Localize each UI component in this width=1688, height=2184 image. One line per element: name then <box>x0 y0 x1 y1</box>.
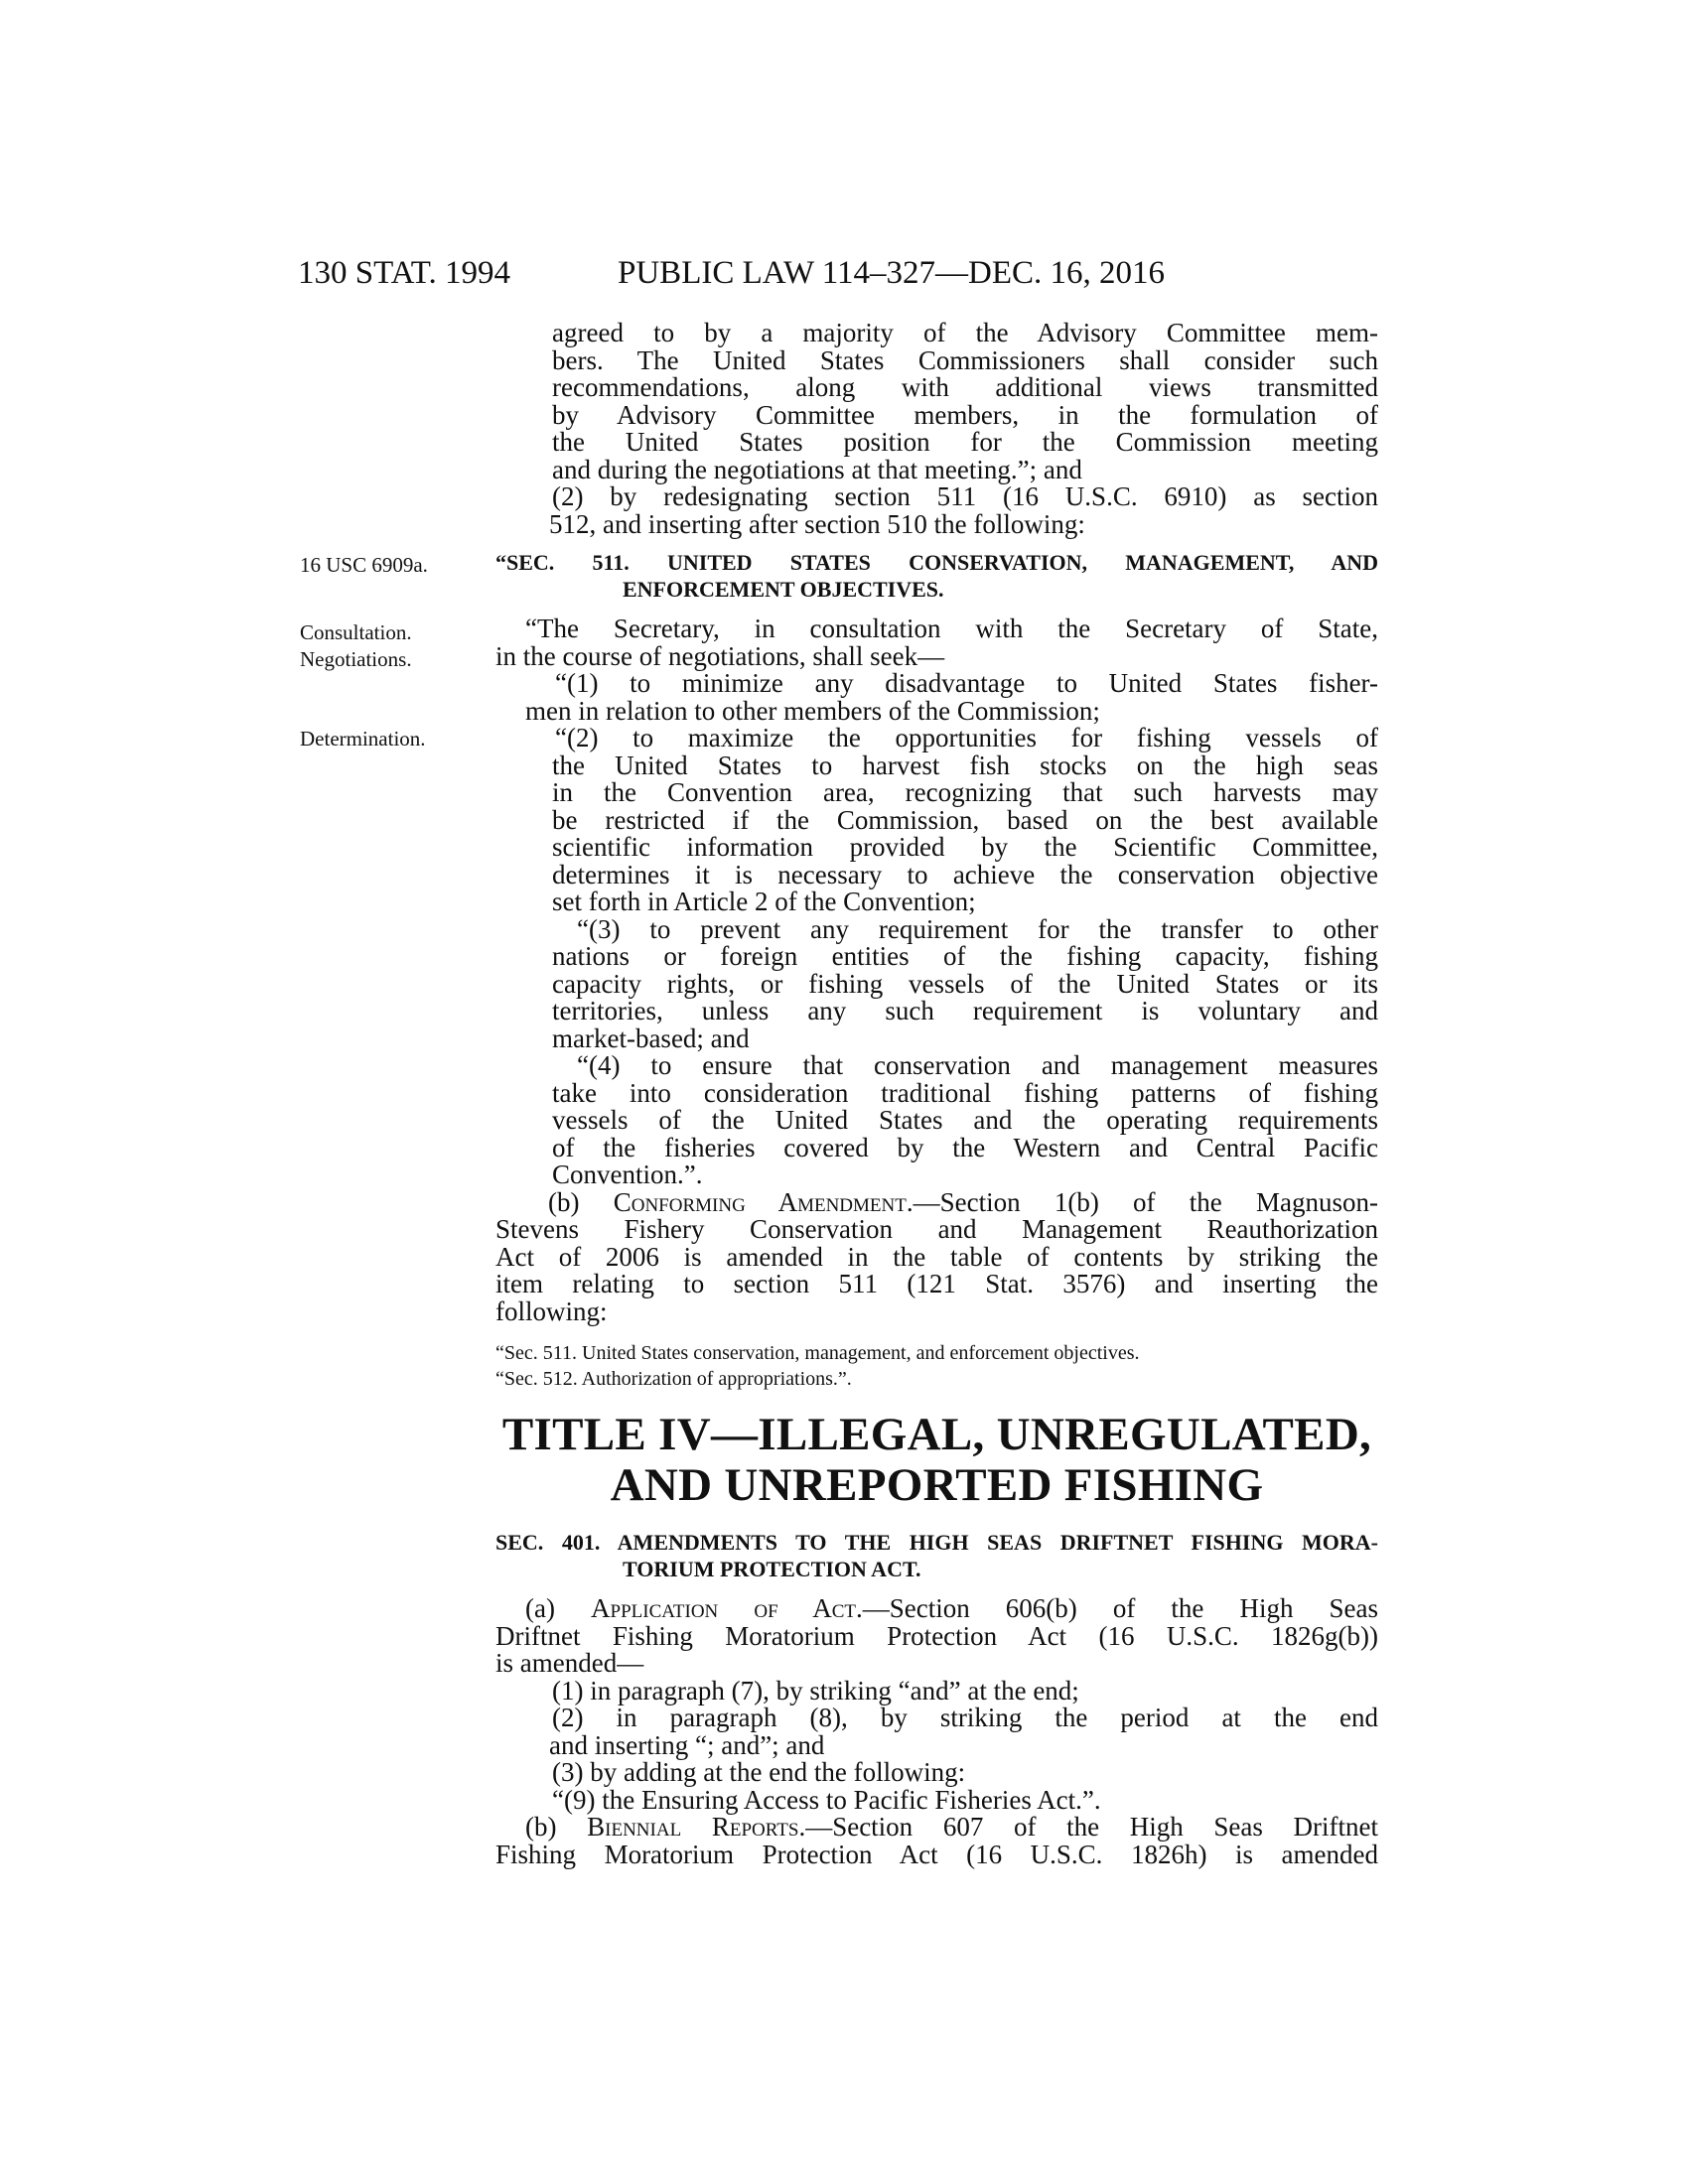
heading-line: ENFORCEMENT OBJECTIVES. <box>623 577 944 602</box>
stat-reference: 130 STAT. 1994 <box>298 255 511 291</box>
section-511-heading <box>495 549 1378 603</box>
running-head <box>298 253 1390 293</box>
text-line: in the Convention area, recognizing that such harvests may <box>552 777 1378 807</box>
line-rest: .—Section 606(b) of the High Seas <box>855 1593 1379 1623</box>
section-511-body <box>495 615 1378 1325</box>
text-line: recommendations, along with additional views transmitted <box>552 372 1378 402</box>
text-line: capacity rights, or fishing vessels of the United States or its <box>552 968 1378 999</box>
label-prefix: (b) <box>525 1812 588 1842</box>
text-line: is amended— <box>495 1648 644 1678</box>
text-line: nations or foreign entities of the fishing capacity, fishing <box>552 941 1378 971</box>
text-line: “(4) to ensure that conservation and management measures <box>577 1050 1378 1080</box>
intro-block <box>495 320 1378 538</box>
text-line: set forth in Article 2 of the Convention; <box>552 887 976 916</box>
text-line: bers. The United States Commissioners shall consider such <box>552 344 1378 375</box>
text-line: the United States to harvest fish stocks on the high seas <box>552 750 1378 780</box>
application-of-act-line <box>495 1595 1378 1623</box>
text-line: agreed to by a majority of the Advisory Committee mem- <box>552 318 1378 347</box>
text-line: “(2) to maximize the opportunities for fishing vessels of <box>555 723 1378 752</box>
section-401-heading <box>495 1529 1378 1582</box>
text-line: “(3) to prevent any requirement for the transfer to other <box>577 913 1378 944</box>
title-heading <box>495 1410 1378 1511</box>
text-line: by Advisory Committee members, in the formulation of <box>552 399 1378 430</box>
text-line: (1) in paragraph (7), by striking “and” at the end; <box>552 1675 1079 1706</box>
label-caps: Conforming Amendment <box>613 1186 907 1217</box>
toc-insertion <box>495 1340 1378 1392</box>
text-line: men in relation to other members of the Commission; <box>525 695 1100 726</box>
margin-note-usc: 16 USC 6909a. <box>300 553 428 577</box>
heading-line: “SEC. 511. UNITED STATES CONSERVATION, MANAGEMENT, AND <box>495 550 1378 575</box>
heading-line: SEC. 401. AMENDMENTS TO THE HIGH SEAS DRIFTNET FISHING MORA- <box>495 1530 1378 1555</box>
text-line: following: <box>495 1296 608 1326</box>
line-rest: .—Section 607 of the High Seas Driftnet <box>798 1812 1378 1842</box>
heading-line: TORIUM PROTECTION ACT. <box>623 1557 921 1581</box>
conforming-amendment-line <box>495 1186 1379 1217</box>
toc-entry: “Sec. 511. United States conservation, management, and enforcement objectives. <box>495 1342 1140 1364</box>
public-law-reference: PUBLIC LAW 114–327—DEC. 16, 2016 <box>618 255 1166 291</box>
text-line: scientific information provided by the Scientific Committee, <box>552 832 1378 862</box>
text-line: determines it is necessary to achieve the conservation objective <box>552 859 1378 889</box>
text-line: “The Secretary, in consultation with the Secretary of State, <box>525 614 1378 643</box>
text-line: and during the negotiations at that meeting.”; and <box>552 454 1082 484</box>
label-caps: Biennial Reports <box>587 1812 799 1842</box>
margin-note-determination: Determination. <box>300 727 426 751</box>
text-line: 512, and inserting after section 510 the following: <box>549 508 1085 539</box>
text-line: Stevens Fishery Conservation and Management Reauthorization <box>495 1214 1378 1244</box>
text-line: Fishing Moratorium Protection Act (16 U.S.C. 1826h) is amended <box>495 1839 1378 1869</box>
title-line: TITLE IV—ILLEGAL, UNREGULATED, <box>501 1409 1372 1460</box>
label-prefix: (b) <box>548 1186 614 1217</box>
text-line: market-based; and <box>552 1023 750 1053</box>
toc-entry: “Sec. 512. Authorization of appropriations.”. <box>495 1368 852 1390</box>
text-line: of the fisheries covered by the Western and Central Pacific <box>552 1132 1378 1162</box>
text-line: (2) by redesignating section 511 (16 U.S.C. 6910) as section <box>552 481 1378 511</box>
text-line: territories, unless any such requirement is voluntary and <box>552 996 1378 1025</box>
text-line: Convention.”. <box>552 1160 703 1189</box>
text-line: (3) by adding at the end the following: <box>552 1757 966 1787</box>
label-caps: Application of Act <box>591 1593 856 1623</box>
margin-note-consultation: Consultation. <box>300 620 412 644</box>
text-line: vessels of the United States and the operating requirements <box>552 1105 1378 1135</box>
text-line: Driftnet Fishing Moratorium Protection Act (16 U.S.C. 1826g(b)) <box>495 1620 1378 1651</box>
text-line: “(1) to minimize any disadvantage to United States fisher- <box>555 668 1378 698</box>
biennial-reports-line <box>495 1814 1378 1842</box>
title-line: AND UNREPORTED FISHING <box>610 1459 1264 1511</box>
text-line: and inserting “; and”; and <box>549 1729 825 1760</box>
text-line: the United States position for the Commission meeting <box>552 427 1378 457</box>
text-line: item relating to section 511 (121 Stat. 3576) and inserting the <box>495 1269 1378 1298</box>
text-line: in the course of negotiations, shall seek— <box>495 640 945 671</box>
text-line: be restricted if the Commission, based on the best available <box>552 804 1378 835</box>
text-line: (2) in paragraph (8), by striking the period at the end <box>552 1703 1378 1732</box>
text-line: Act of 2006 is amended in the table of contents by striking the <box>495 1241 1378 1272</box>
line-rest: .—Section 1(b) of the Magnuson- <box>906 1186 1379 1217</box>
text-line: “(9) the Ensuring Access to Pacific Fisheries Act.”. <box>552 1784 1101 1815</box>
margin-note-negotiations: Negotiations. <box>300 647 412 671</box>
text-line: take into consideration traditional fishing patterns of fishing <box>552 1077 1378 1108</box>
label-prefix: (a) <box>525 1593 592 1623</box>
section-401-body <box>495 1595 1378 1868</box>
